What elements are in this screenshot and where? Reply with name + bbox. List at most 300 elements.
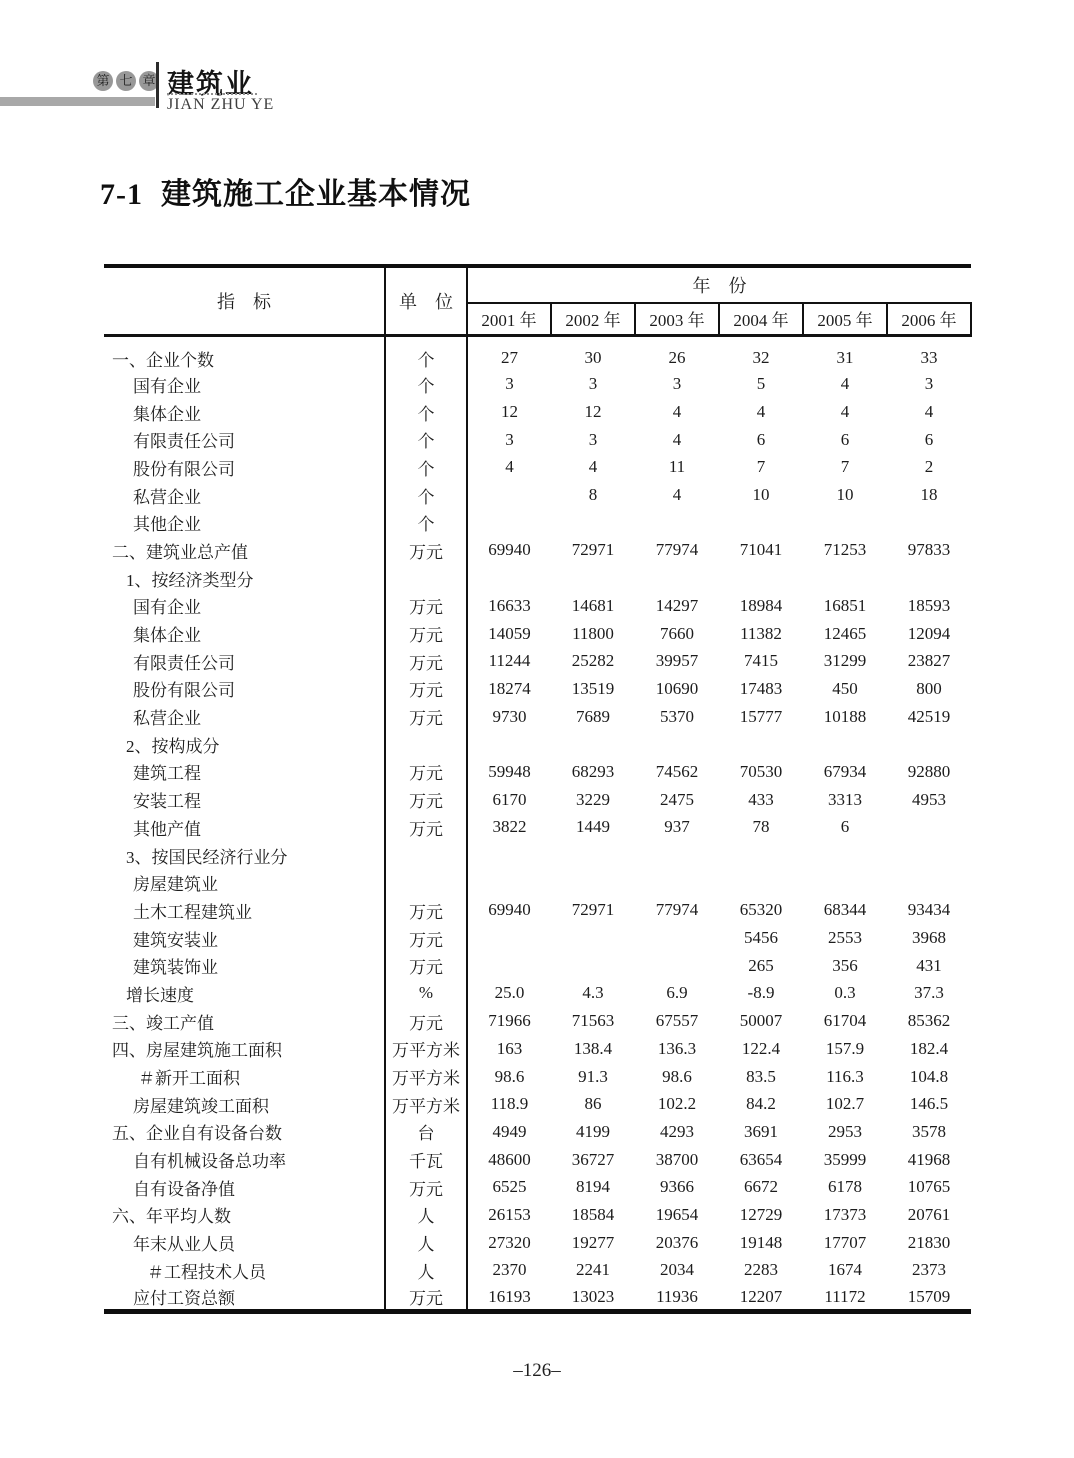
value-cell: 18984 bbox=[739, 595, 783, 615]
value-cell: 16851 bbox=[823, 595, 867, 615]
table-row bbox=[104, 537, 971, 565]
value-cell: 41968 bbox=[907, 1149, 951, 1169]
value-cell: 2370 bbox=[492, 1260, 527, 1280]
value-cell: 86 bbox=[584, 1094, 602, 1114]
indicator-cell: 年末从业人员 bbox=[104, 1229, 385, 1257]
value-cell: 800 bbox=[916, 678, 942, 698]
unit-cell: 万元 bbox=[385, 814, 467, 842]
value-cell: 67557 bbox=[655, 1011, 699, 1031]
value-cell: 38700 bbox=[655, 1149, 699, 1169]
table-row bbox=[104, 786, 971, 814]
table-row bbox=[104, 398, 971, 426]
section-number: 7-1 bbox=[100, 178, 143, 211]
value-cell: 2475 bbox=[660, 789, 694, 809]
value-cell: 14059 bbox=[488, 623, 531, 643]
value-cell bbox=[551, 564, 635, 592]
value-cell: 6178 bbox=[828, 1177, 862, 1197]
section-title bbox=[100, 169, 471, 213]
col-header-year-2004: 2004 年 bbox=[719, 303, 803, 335]
value-cell: 4949 bbox=[492, 1121, 527, 1141]
indicator-cell: 增长速度 bbox=[104, 980, 385, 1008]
table-row bbox=[104, 1257, 971, 1285]
value-cell: 16633 bbox=[488, 595, 531, 615]
indicator-cell: 国有企业 bbox=[104, 371, 385, 399]
table-row bbox=[104, 869, 971, 897]
value-cell bbox=[467, 924, 551, 952]
table-row bbox=[104, 1201, 971, 1229]
value-cell: 7415 bbox=[744, 651, 778, 671]
indicator-cell: 五、企业自有设备台数 bbox=[104, 1118, 385, 1146]
value-cell: 102.2 bbox=[657, 1094, 697, 1114]
unit-cell: 个 bbox=[385, 509, 467, 537]
unit-cell bbox=[385, 869, 467, 897]
table-row bbox=[104, 1118, 971, 1146]
value-cell: 18584 bbox=[571, 1204, 615, 1224]
indicator-cell: 建筑安装业 bbox=[104, 924, 385, 952]
value-cell: 20761 bbox=[907, 1204, 951, 1224]
value-cell: 17373 bbox=[823, 1204, 867, 1224]
value-cell: 13023 bbox=[571, 1286, 615, 1306]
value-cell bbox=[635, 564, 719, 592]
value-cell: 19277 bbox=[571, 1232, 615, 1252]
unit-cell bbox=[385, 841, 467, 869]
col-header-year-2006: 2006 年 bbox=[887, 303, 971, 335]
unit-cell: 万元 bbox=[385, 786, 467, 814]
value-cell: 4293 bbox=[660, 1121, 694, 1141]
value-cell bbox=[467, 952, 551, 980]
indicator-cell: 其他产值 bbox=[104, 814, 385, 842]
value-cell: 68293 bbox=[571, 761, 615, 781]
value-cell: 6 bbox=[840, 817, 850, 837]
value-cell bbox=[719, 509, 803, 537]
value-cell: 6 bbox=[756, 429, 766, 449]
indicator-cell: 2、按构成分 bbox=[104, 730, 385, 758]
value-cell: 27 bbox=[501, 348, 518, 367]
value-cell: 39957 bbox=[655, 651, 699, 671]
value-cell: 2373 bbox=[912, 1260, 946, 1280]
value-cell: 433 bbox=[748, 789, 774, 809]
indicator-cell: 房屋建筑竣工面积 bbox=[104, 1090, 385, 1118]
indicator-cell: 私营企业 bbox=[104, 703, 385, 731]
value-cell: 356 bbox=[832, 955, 858, 975]
col-header-year-group: 年 份 bbox=[467, 266, 971, 303]
col-header-year-2003: 2003 年 bbox=[635, 303, 719, 335]
table-row bbox=[104, 758, 971, 786]
indicator-cell: 自有机械设备总功率 bbox=[104, 1146, 385, 1174]
value-cell: 61704 bbox=[823, 1011, 867, 1031]
value-cell: 2283 bbox=[744, 1260, 778, 1280]
unit-cell: 万平方米 bbox=[385, 1063, 467, 1091]
unit-cell: 万元 bbox=[385, 1284, 467, 1312]
unit-cell: 万元 bbox=[385, 703, 467, 731]
value-cell: 1674 bbox=[828, 1260, 862, 1280]
indicator-cell: 1、按经济类型分 bbox=[104, 564, 385, 592]
value-cell: 72971 bbox=[571, 900, 615, 920]
value-cell: 78 bbox=[752, 817, 770, 837]
value-cell: 68344 bbox=[823, 900, 867, 920]
value-cell: 3 bbox=[924, 374, 934, 394]
value-cell: 35999 bbox=[823, 1149, 867, 1169]
table-row bbox=[104, 1173, 971, 1201]
col-header-unit: 单 位 bbox=[385, 266, 467, 335]
value-cell: 4 bbox=[756, 402, 766, 422]
value-cell: 7660 bbox=[660, 623, 694, 643]
value-cell: 6 bbox=[924, 429, 934, 449]
unit-cell: 个 bbox=[385, 426, 467, 454]
table-row bbox=[104, 814, 971, 842]
value-cell bbox=[719, 841, 803, 869]
table-row bbox=[104, 952, 971, 980]
table-row bbox=[104, 1035, 971, 1063]
value-cell: 431 bbox=[916, 955, 942, 975]
col-header-year-2002: 2002 年 bbox=[551, 303, 635, 335]
value-cell: 71966 bbox=[488, 1011, 531, 1031]
value-cell: 91.3 bbox=[578, 1066, 608, 1086]
value-cell: 182.4 bbox=[909, 1038, 949, 1058]
value-cell: 14297 bbox=[655, 595, 699, 615]
value-cell bbox=[803, 564, 887, 592]
indicator-cell: 3、按国民经济行业分 bbox=[104, 841, 385, 869]
unit-cell bbox=[385, 730, 467, 758]
value-cell: 70530 bbox=[739, 761, 783, 781]
value-cell bbox=[467, 564, 551, 592]
value-cell bbox=[635, 509, 719, 537]
value-cell: 27320 bbox=[488, 1232, 531, 1252]
unit-cell: 万元 bbox=[385, 592, 467, 620]
indicator-cell: 有限责任公司 bbox=[104, 426, 385, 454]
value-cell: 104.8 bbox=[909, 1066, 949, 1086]
value-cell: 17707 bbox=[823, 1232, 867, 1252]
value-cell bbox=[467, 869, 551, 897]
value-cell: 2034 bbox=[660, 1260, 694, 1280]
value-cell bbox=[887, 730, 971, 758]
value-cell bbox=[551, 730, 635, 758]
indicator-cell: 其他企业 bbox=[104, 509, 385, 537]
unit-cell: 人 bbox=[385, 1257, 467, 1285]
indicator-cell: 应付工资总额 bbox=[104, 1284, 385, 1312]
page-number: –126– bbox=[513, 1360, 561, 1381]
value-cell: 69940 bbox=[488, 900, 531, 920]
indicator-cell: 六、年平均人数 bbox=[104, 1201, 385, 1229]
unit-cell: 千瓦 bbox=[385, 1146, 467, 1174]
indicator-cell: 三、竣工产值 bbox=[104, 1007, 385, 1035]
value-cell: 163 bbox=[496, 1038, 523, 1058]
value-cell: 98.6 bbox=[494, 1066, 525, 1086]
table-row bbox=[104, 647, 971, 675]
value-cell: 67934 bbox=[823, 761, 867, 781]
value-cell: 102.7 bbox=[825, 1094, 865, 1114]
value-cell bbox=[803, 841, 887, 869]
value-cell: 157.9 bbox=[825, 1038, 865, 1058]
table-row bbox=[104, 1284, 971, 1312]
value-cell: 10 bbox=[836, 485, 854, 505]
value-cell: 31299 bbox=[823, 651, 867, 671]
value-cell bbox=[551, 509, 635, 537]
value-cell: 122.4 bbox=[741, 1038, 781, 1058]
unit-cell: 个 bbox=[385, 481, 467, 509]
table-row bbox=[104, 980, 971, 1008]
value-cell: 33 bbox=[920, 348, 938, 367]
value-cell: 14681 bbox=[571, 595, 615, 615]
value-cell bbox=[551, 952, 635, 980]
unit-cell: % bbox=[385, 980, 467, 1008]
value-cell bbox=[551, 869, 635, 897]
value-cell: 13519 bbox=[571, 678, 615, 698]
value-cell: 4953 bbox=[912, 789, 946, 809]
value-cell: 19654 bbox=[655, 1204, 699, 1224]
value-cell: 11 bbox=[668, 457, 686, 477]
value-cell: 9366 bbox=[660, 1177, 694, 1197]
unit-cell bbox=[385, 564, 467, 592]
value-cell bbox=[803, 730, 887, 758]
value-cell: 6 bbox=[840, 429, 850, 449]
value-cell: 3 bbox=[672, 374, 682, 394]
value-cell: 10690 bbox=[655, 678, 699, 698]
unit-cell: 人 bbox=[385, 1201, 467, 1229]
chapter-title: 建筑业 bbox=[167, 69, 254, 99]
indicator-cell: ＃工程技术人员 bbox=[104, 1257, 385, 1285]
value-cell: 30 bbox=[584, 348, 602, 367]
value-cell: -8.9 bbox=[747, 983, 775, 1003]
indicator-cell: 建筑工程 bbox=[104, 758, 385, 786]
value-cell: 118.9 bbox=[490, 1094, 529, 1114]
value-cell bbox=[467, 841, 551, 869]
value-cell: 3229 bbox=[576, 789, 610, 809]
table-row bbox=[104, 1146, 971, 1174]
value-cell: 5456 bbox=[744, 928, 778, 948]
value-cell: 36727 bbox=[571, 1149, 615, 1169]
value-cell: 11800 bbox=[572, 623, 614, 643]
value-cell: 15777 bbox=[739, 706, 783, 726]
value-cell: 9730 bbox=[492, 706, 527, 726]
indicator-cell: ＃新开工面积 bbox=[104, 1063, 385, 1091]
value-cell: 6672 bbox=[744, 1177, 778, 1197]
value-cell: 83.5 bbox=[746, 1066, 776, 1086]
value-cell: 31 bbox=[836, 348, 854, 367]
value-cell: 10765 bbox=[907, 1177, 951, 1197]
table-row bbox=[104, 481, 971, 509]
indicator-cell: 自有设备净值 bbox=[104, 1173, 385, 1201]
table-row bbox=[104, 675, 971, 703]
indicator-cell: 有限责任公司 bbox=[104, 647, 385, 675]
value-cell: 12094 bbox=[907, 623, 951, 643]
table-row bbox=[104, 564, 971, 592]
unit-cell: 万元 bbox=[385, 537, 467, 565]
value-cell bbox=[719, 564, 803, 592]
unit-cell: 万元 bbox=[385, 952, 467, 980]
chapter-badge-char: 七 bbox=[116, 71, 136, 91]
value-cell: 136.3 bbox=[657, 1038, 697, 1058]
value-cell: 2953 bbox=[828, 1121, 862, 1141]
value-cell: 37.3 bbox=[914, 983, 944, 1003]
value-cell: 3 bbox=[588, 374, 598, 394]
indicator-cell: 建筑装饰业 bbox=[104, 952, 385, 980]
value-cell bbox=[803, 869, 887, 897]
value-cell: 97833 bbox=[907, 540, 951, 560]
table-row bbox=[104, 1007, 971, 1035]
value-cell bbox=[887, 841, 971, 869]
col-header-indicator: 指 标 bbox=[104, 266, 385, 335]
value-cell: 4 bbox=[672, 429, 682, 449]
indicator-cell: 一、企业个数 bbox=[104, 335, 385, 371]
col-header-year-2001: 2001 年 bbox=[467, 303, 551, 335]
value-cell: 8 bbox=[588, 485, 598, 505]
indicator-cell: 股份有限公司 bbox=[104, 454, 385, 482]
value-cell: 4 bbox=[588, 457, 598, 477]
value-cell bbox=[635, 869, 719, 897]
value-cell bbox=[551, 924, 635, 952]
value-cell: 48600 bbox=[488, 1149, 531, 1169]
value-cell: 3691 bbox=[744, 1121, 778, 1141]
value-cell bbox=[467, 509, 551, 537]
indicator-cell: 房屋建筑业 bbox=[104, 869, 385, 897]
value-cell: 98.6 bbox=[662, 1066, 692, 1086]
value-cell: 7 bbox=[840, 457, 850, 477]
table-row bbox=[104, 620, 971, 648]
value-cell: 3 bbox=[505, 429, 514, 449]
unit-cell: 台 bbox=[385, 1118, 467, 1146]
value-cell: 42519 bbox=[907, 706, 951, 726]
value-cell: 146.5 bbox=[909, 1094, 949, 1114]
value-cell: 71563 bbox=[571, 1011, 615, 1031]
value-cell: 7 bbox=[756, 457, 766, 477]
value-cell: 11244 bbox=[488, 651, 531, 671]
unit-cell: 万元 bbox=[385, 924, 467, 952]
value-cell: 3822 bbox=[492, 817, 527, 837]
indicator-cell: 私营企业 bbox=[104, 481, 385, 509]
unit-cell: 万元 bbox=[385, 675, 467, 703]
value-cell: 11936 bbox=[656, 1286, 698, 1306]
value-cell: 85362 bbox=[907, 1011, 951, 1031]
value-cell: 12 bbox=[501, 402, 518, 422]
value-cell: 4.3 bbox=[582, 983, 604, 1003]
unit-cell: 万元 bbox=[385, 1173, 467, 1201]
value-cell: 3578 bbox=[912, 1121, 946, 1141]
table-row bbox=[104, 841, 971, 869]
value-cell: 26 bbox=[668, 348, 686, 367]
table-row bbox=[104, 730, 971, 758]
value-cell: 25.0 bbox=[494, 983, 525, 1003]
table-row bbox=[104, 509, 971, 537]
table-row bbox=[104, 703, 971, 731]
value-cell: 93434 bbox=[907, 900, 951, 920]
value-cell: 3 bbox=[505, 374, 514, 394]
value-cell: 19148 bbox=[739, 1232, 783, 1252]
value-cell bbox=[719, 730, 803, 758]
value-cell: 12465 bbox=[823, 623, 867, 643]
value-cell: 74562 bbox=[655, 761, 699, 781]
statistics-table bbox=[104, 264, 972, 1314]
value-cell: 3968 bbox=[912, 928, 946, 948]
value-cell: 8194 bbox=[576, 1177, 610, 1197]
value-cell: 69940 bbox=[488, 540, 531, 560]
value-cell: 18 bbox=[920, 485, 938, 505]
table-row bbox=[104, 592, 971, 620]
value-cell bbox=[635, 924, 719, 952]
value-cell: 7689 bbox=[576, 706, 610, 726]
value-cell: 59948 bbox=[488, 761, 531, 781]
table-row bbox=[104, 426, 971, 454]
value-cell: 18274 bbox=[488, 678, 531, 698]
unit-cell: 万元 bbox=[385, 897, 467, 925]
value-cell: 10188 bbox=[823, 706, 867, 726]
value-cell: 138.4 bbox=[573, 1038, 613, 1058]
value-cell: 265 bbox=[748, 955, 774, 975]
chapter-pinyin: JIAN ZHU YE bbox=[167, 96, 275, 113]
value-cell: 32 bbox=[752, 348, 770, 367]
value-cell: 4 bbox=[840, 402, 850, 422]
value-cell: 65320 bbox=[739, 900, 783, 920]
table-row bbox=[104, 924, 971, 952]
indicator-cell: 股份有限公司 bbox=[104, 675, 385, 703]
chapter-badge bbox=[93, 71, 159, 91]
value-cell: 2553 bbox=[828, 928, 862, 948]
value-cell: 15709 bbox=[907, 1286, 951, 1306]
value-cell bbox=[635, 841, 719, 869]
unit-cell: 万平方米 bbox=[385, 1090, 467, 1118]
value-cell: 50007 bbox=[739, 1011, 783, 1031]
value-cell: 63654 bbox=[739, 1149, 783, 1169]
unit-cell: 万元 bbox=[385, 620, 467, 648]
value-cell: 6.9 bbox=[666, 983, 688, 1003]
value-cell: 6170 bbox=[492, 789, 527, 809]
value-cell bbox=[803, 509, 887, 537]
value-cell: 23827 bbox=[907, 651, 951, 671]
value-cell: 4 bbox=[505, 457, 514, 477]
value-cell: 2241 bbox=[576, 1260, 610, 1280]
value-cell: 3313 bbox=[828, 789, 862, 809]
value-cell: 116.3 bbox=[826, 1066, 864, 1086]
unit-cell: 个 bbox=[385, 454, 467, 482]
value-cell: 10 bbox=[752, 485, 770, 505]
value-cell: 0.3 bbox=[834, 983, 856, 1003]
value-cell: 77974 bbox=[655, 540, 699, 560]
section-name: 建筑施工企业基本情况 bbox=[161, 178, 471, 211]
value-cell: 5370 bbox=[660, 706, 694, 726]
unit-cell: 个 bbox=[385, 335, 467, 371]
value-cell: 25282 bbox=[571, 651, 615, 671]
indicator-cell: 土木工程建筑业 bbox=[104, 897, 385, 925]
indicator-cell: 四、房屋建筑施工面积 bbox=[104, 1035, 385, 1063]
value-cell: 1449 bbox=[576, 817, 610, 837]
value-cell: 4 bbox=[840, 374, 850, 394]
value-cell: 71253 bbox=[823, 540, 867, 560]
unit-cell: 个 bbox=[385, 371, 467, 399]
indicator-cell: 二、建筑业总产值 bbox=[104, 537, 385, 565]
indicator-cell: 集体企业 bbox=[104, 398, 385, 426]
unit-cell: 万元 bbox=[385, 647, 467, 675]
value-cell: 71041 bbox=[739, 540, 783, 560]
value-cell: 84.2 bbox=[746, 1094, 776, 1114]
value-cell: 11172 bbox=[824, 1286, 866, 1306]
value-cell: 17483 bbox=[739, 678, 783, 698]
chapter-badge-char: 章 bbox=[139, 71, 159, 91]
value-cell: 4199 bbox=[576, 1121, 610, 1141]
value-cell: 3 bbox=[588, 429, 598, 449]
table-row bbox=[104, 454, 971, 482]
value-cell: 26153 bbox=[488, 1204, 531, 1224]
value-cell: 12729 bbox=[739, 1204, 783, 1224]
value-cell: 4 bbox=[924, 402, 934, 422]
value-cell bbox=[887, 564, 971, 592]
indicator-cell: 集体企业 bbox=[104, 620, 385, 648]
value-cell bbox=[887, 509, 971, 537]
table-header-row-1 bbox=[104, 266, 971, 303]
value-cell: 11382 bbox=[740, 623, 782, 643]
value-cell: 12 bbox=[584, 402, 602, 422]
table-row bbox=[104, 1229, 971, 1257]
value-cell: 450 bbox=[832, 678, 858, 698]
